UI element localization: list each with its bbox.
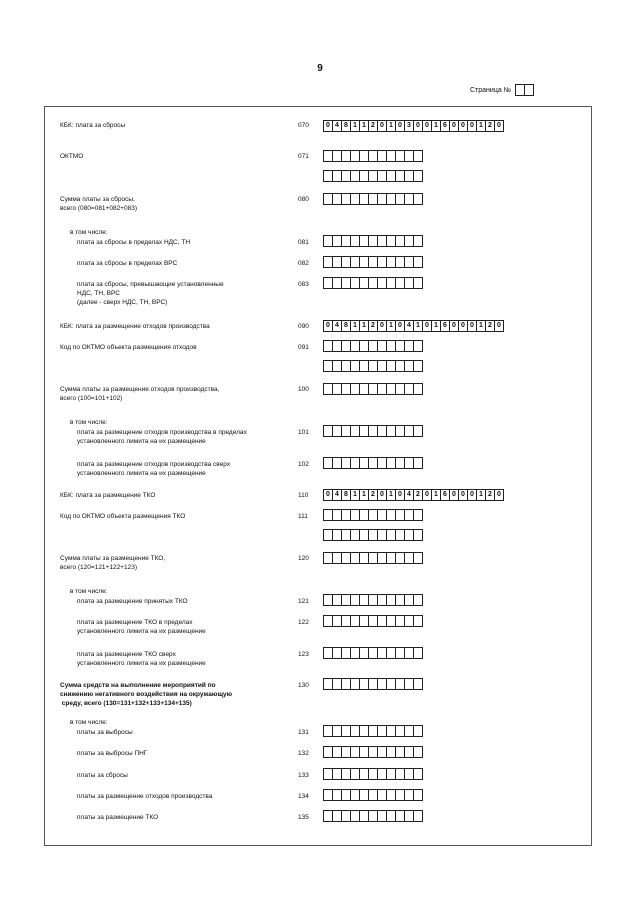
sheet-number-label: Страница № [470,86,512,94]
line-code: 121 [298,598,309,605]
cell-grid [323,170,422,182]
input-cell[interactable]: 1 [359,489,369,501]
row-label: плата за сбросы в пределах ВРС [77,260,178,267]
row-label: платы за выбросы [77,729,133,736]
line-code: 070 [298,122,309,129]
input-cell[interactable]: 1 [431,320,441,332]
input-cell[interactable] [413,509,423,521]
line-code: 131 [298,729,309,736]
input-cell[interactable]: 2 [413,489,423,501]
input-cell[interactable]: 0 [377,320,387,332]
line-code: 120 [298,555,309,562]
row-label: Сумма платы за сбросы, всего (080=081+082+083) [60,196,137,212]
input-cell[interactable] [413,150,423,162]
cell-grid [323,425,422,437]
row-label: плата за размещение отходов производства сверх установленного лимита на их размещение [77,461,231,477]
cell-grid [323,768,422,780]
input-cell[interactable] [413,725,423,737]
row-label: Код по ОКТМО объекта размещения ТКО [60,513,186,520]
input-cell[interactable]: 0 [458,120,468,132]
input-cell[interactable]: 0 [449,120,459,132]
input-cell[interactable]: 1 [431,489,441,501]
line-code: 134 [298,793,309,800]
input-cell[interactable] [413,235,423,247]
input-cell[interactable]: 0 [494,120,504,132]
input-cell[interactable]: 0 [467,489,477,501]
input-cell[interactable]: 2 [485,489,495,501]
input-cell[interactable]: 1 [350,120,360,132]
input-cell[interactable]: 0 [413,120,423,132]
input-cell[interactable]: 8 [341,120,351,132]
input-cell[interactable]: 0 [467,320,477,332]
cell-grid [323,256,422,268]
input-cell[interactable]: 0 [377,120,387,132]
row-label: плата за сбросы в пределах НДС, ТН [77,239,191,246]
input-cell[interactable]: 0 [494,489,504,501]
cell-grid [323,810,422,822]
input-cell[interactable]: 6 [440,320,450,332]
input-cell[interactable] [413,746,423,758]
input-cell[interactable]: 0 [494,320,504,332]
line-code: 133 [298,772,309,779]
row-label: плата за размещение принятых ТКО [77,598,188,605]
input-cell[interactable]: 6 [440,489,450,501]
row-label: Сумма средств на выполнение мероприятий по снижению негативного воздействия на окружающую среду, всего (130=131+132+133+134+135) [60,682,233,707]
input-cell[interactable]: 3 [404,120,414,132]
input-cell[interactable] [413,552,423,564]
line-code: 132 [298,750,309,757]
input-cell[interactable]: 0 [377,489,387,501]
row-label: КБК: плата за сбросы [60,122,126,129]
input-cell[interactable]: 0 [458,489,468,501]
input-cell[interactable]: 1 [413,320,423,332]
line-code: 123 [298,651,309,658]
input-cell[interactable]: 0 [422,489,432,501]
input-cell[interactable]: 2 [368,489,378,501]
row-label: в том числе: [70,719,108,726]
input-cell[interactable]: 1 [476,489,486,501]
line-code: 081 [298,239,309,246]
input-cell[interactable]: 0 [323,120,333,132]
cell-grid [323,277,422,289]
cell-grid [323,489,503,501]
cell-grid [323,383,422,395]
cell-grid [323,529,422,541]
sheet-number-cells [515,84,533,96]
line-code: 080 [298,196,309,203]
cell-grid [323,552,422,564]
row-label: Сумма платы за размещение ТКО, всего (120=121+122+123) [60,555,166,571]
row-label: в том числе: [70,229,108,236]
cell-grid [323,193,422,205]
cell-grid [323,457,422,469]
row-label: ОКТМО [60,153,84,160]
input-cell[interactable] [413,529,423,541]
row-label: в том числе: [70,419,108,426]
input-cell[interactable]: 1 [431,120,441,132]
line-code: 111 [298,513,308,520]
cell-grid [323,150,422,162]
input-cell[interactable]: 4 [332,320,342,332]
cell-grid [323,594,422,606]
cell-grid [323,789,422,801]
line-code: 091 [298,344,309,351]
input-cell[interactable]: 0 [449,489,459,501]
input-cell[interactable]: 1 [386,489,396,501]
cell-grid [323,678,422,690]
input-cell[interactable]: 0 [467,120,477,132]
input-cell[interactable] [413,615,423,627]
line-code: 102 [298,461,309,468]
line-code: 100 [298,386,309,393]
line-code: 101 [298,429,309,436]
row-label: платы за размещение ТКО [77,814,159,821]
input-cell[interactable] [413,360,423,372]
input-cell[interactable]: 0 [395,120,405,132]
input-cell[interactable]: 2 [368,120,378,132]
row-label: плата за размещение ТКО сверх установленного лимита на их размещение [77,651,206,667]
row-label: КБК: плата за размещение ТКО [60,492,156,499]
input-cell[interactable]: 1 [350,320,360,332]
input-cell[interactable]: 0 [458,320,468,332]
input-cell[interactable]: 8 [341,320,351,332]
input-cell[interactable]: 4 [404,489,414,501]
input-cell[interactable]: 0 [395,320,405,332]
cell-grid [323,725,422,737]
input-cell[interactable]: 6 [440,120,450,132]
row-label: плата за размещение ТКО в пределах установленного лимита на их размещение [77,619,206,635]
input-cell[interactable] [413,170,423,182]
row-label: в том числе: [70,588,108,595]
input-cell[interactable]: 8 [341,489,351,501]
row-label: плата за сбросы, превышающие установленные НДС, ТН, ВРС (далее - сверх НДС, ТН, ВРС) [77,281,224,306]
input-cell[interactable] [413,425,423,437]
cell-grid [323,615,422,627]
row-label: платы за размещение отходов производства [77,793,213,800]
line-code: 122 [298,619,309,626]
input-cell[interactable]: 0 [422,320,432,332]
input-cell[interactable] [413,383,423,395]
row-label: плата за размещение отходов производства в пределах установленного лимита на их размещение [77,429,247,445]
input-cell[interactable] [413,594,423,606]
line-code: 071 [298,153,309,160]
input-cell[interactable]: 2 [485,120,495,132]
cell-grid [323,340,422,352]
input-cell[interactable]: 2 [368,320,378,332]
input-cell[interactable] [413,647,423,659]
input-cell[interactable]: 1 [359,320,369,332]
input-cell[interactable]: 0 [323,489,333,501]
page-number: 9 [317,63,323,74]
input-cell[interactable]: 0 [449,320,459,332]
input-cell[interactable]: 4 [404,320,414,332]
input-cell[interactable]: 4 [332,120,342,132]
line-code: 135 [298,814,309,821]
input-cell[interactable]: 0 [323,320,333,332]
row-label: Код по ОКТМО объекта размещения отходов [60,344,197,351]
input-cell[interactable] [413,256,423,268]
cell-grid [323,509,422,521]
row-label: платы за сбросы [77,772,128,779]
input-cell[interactable]: 1 [386,120,396,132]
input-cell[interactable] [413,768,423,780]
input-cell[interactable]: 1 [386,320,396,332]
cell-grid [323,120,503,132]
input-cell[interactable]: 4 [332,489,342,501]
line-code: 130 [298,682,309,689]
line-code: 082 [298,260,309,267]
line-code: 083 [298,281,309,288]
input-cell[interactable]: 1 [476,320,486,332]
row-label: Сумма платы за размещение отходов производства, всего (100=101+102) [60,386,220,402]
cell-grid [323,235,422,247]
input-cell[interactable]: 1 [350,489,360,501]
sheet-number-field [470,84,533,96]
input-cell[interactable] [413,193,423,205]
input-cell[interactable] [413,678,423,690]
input-cell[interactable] [413,789,423,801]
sheet-number-cell[interactable] [524,84,534,96]
input-cell[interactable] [413,457,423,469]
cell-grid [323,320,503,332]
input-cell[interactable]: 1 [476,120,486,132]
input-cell[interactable]: 0 [395,489,405,501]
row-label: КБК: плата за размещение отходов производства [60,323,210,330]
input-cell[interactable] [413,277,423,289]
cell-grid [323,360,422,372]
line-code: 110 [298,492,309,499]
row-label: платы за выбросы ПНГ [77,750,148,757]
input-cell[interactable]: 1 [359,120,369,132]
input-cell[interactable]: 2 [485,320,495,332]
input-cell[interactable]: 0 [422,120,432,132]
cell-grid [323,647,422,659]
cell-grid [323,746,422,758]
line-code: 090 [298,323,309,330]
input-cell[interactable] [413,810,423,822]
input-cell[interactable] [413,340,423,352]
